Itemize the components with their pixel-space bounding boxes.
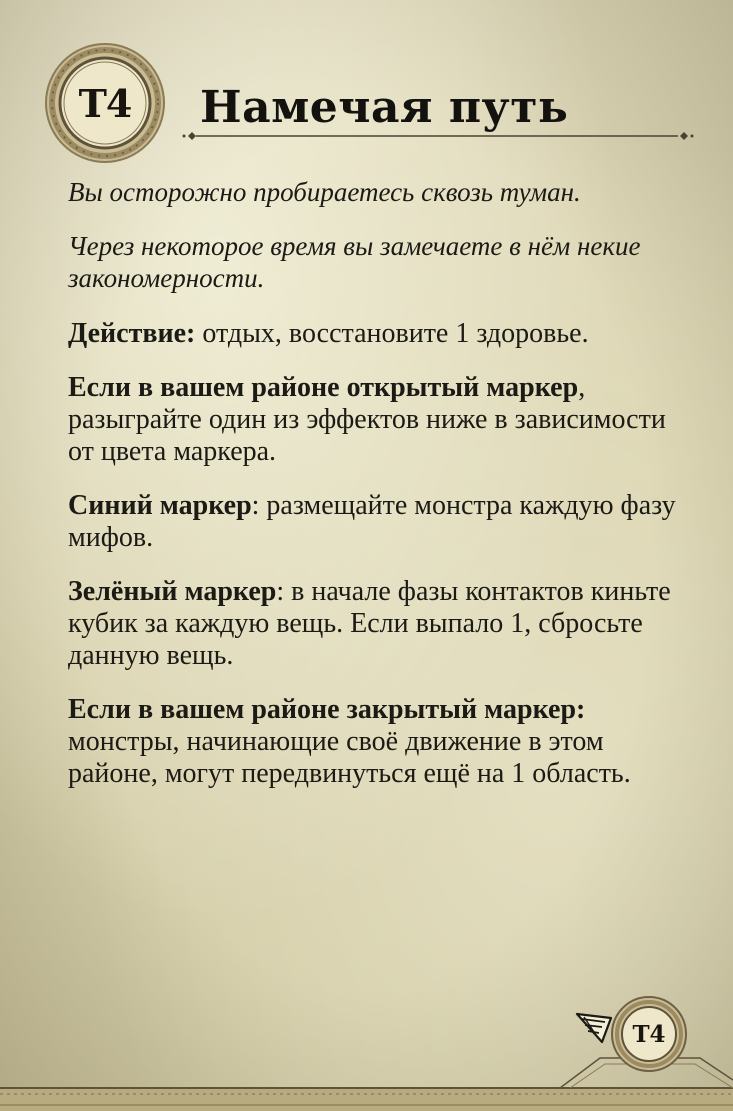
- action-text: отдых, восстановите 1 здоровье.: [195, 318, 589, 349]
- green-marker-paragraph: [68, 576, 678, 672]
- open-marker-label: Если в вашем районе открытый маркер: [68, 372, 579, 403]
- action-paragraph: [68, 318, 678, 350]
- open-marker-text: , разыграйте один из эффектов ниже в зависимости от цвета маркера.: [68, 372, 666, 467]
- footer-code-badge: [611, 996, 687, 1072]
- blue-marker-label: Синий маркер: [68, 490, 252, 521]
- title-underline: [178, 130, 698, 142]
- closed-marker-label: Если в вашем районе закрытый маркер:: [68, 694, 586, 725]
- card-title: Намечая путь: [200, 82, 569, 133]
- flavor-text-2: Через некоторое время вы замечаете в нём некие закономерности.: [68, 231, 641, 293]
- card-body: [68, 176, 678, 812]
- code-badge: [44, 42, 166, 164]
- card-code: T4: [78, 80, 132, 126]
- expansion-set-icon: [574, 1008, 614, 1048]
- blue-marker-text: : размещайте монстра каждую фазу мифов.: [68, 490, 676, 553]
- flavor-text-1: Вы осторожно пробираетесь сквозь туман.: [68, 177, 581, 207]
- green-marker-label: Зелёный маркер: [68, 576, 277, 607]
- blue-marker-paragraph: [68, 490, 678, 554]
- closed-marker-paragraph: [68, 694, 678, 790]
- action-label: Действие:: [68, 318, 196, 349]
- closed-marker-text: монстры, начинающие своё движение в этом районе, могут передвинуться ещё на 1 область.: [68, 726, 631, 789]
- green-marker-text: : в начале фазы контактов киньте кубик за каждую вещь. Если выпало 1, сбросьте данную вещь.: [68, 576, 671, 671]
- footer-card-code: T4: [632, 1020, 666, 1048]
- open-marker-paragraph: [68, 372, 678, 468]
